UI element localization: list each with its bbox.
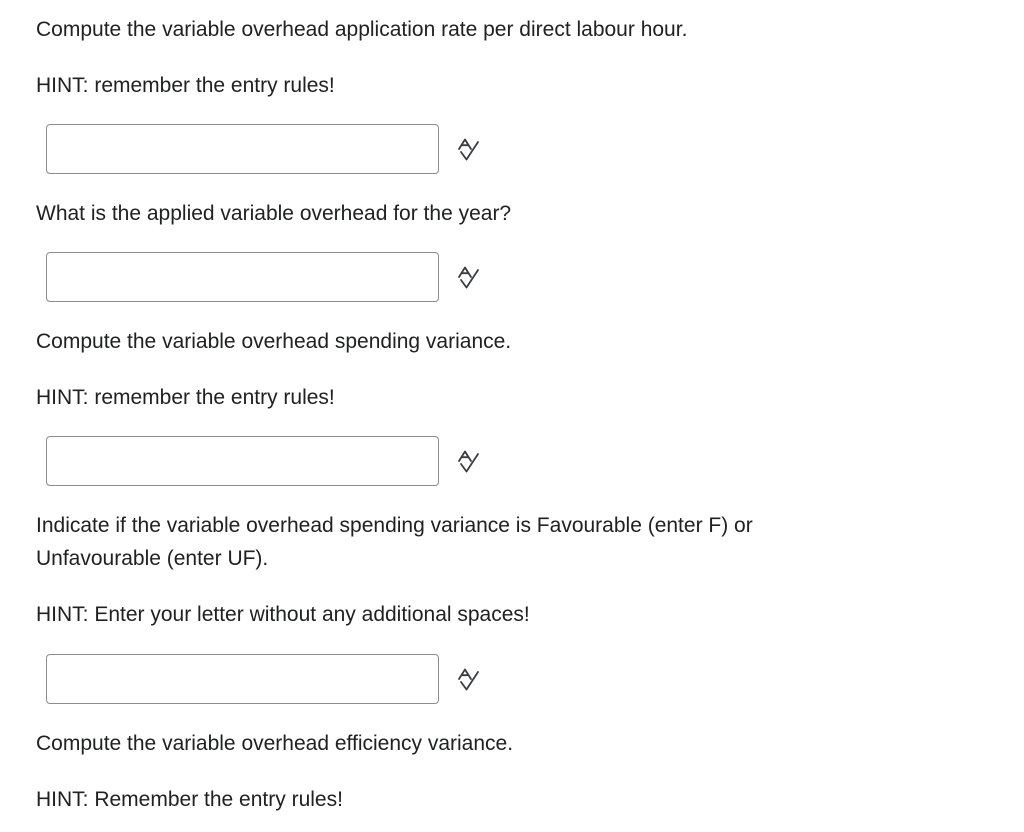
question-1-hint: HINT: remember the entry rules! bbox=[36, 74, 335, 97]
spellcheck-icon[interactable] bbox=[456, 138, 482, 162]
question-4-hint: HINT: Enter your letter without any additional spaces! bbox=[36, 603, 530, 626]
answer-input-3[interactable] bbox=[46, 436, 439, 486]
spellcheck-icon[interactable] bbox=[456, 450, 482, 474]
question-2-text: What is the applied variable overhead for the year? bbox=[36, 202, 512, 225]
spellcheck-icon[interactable] bbox=[456, 266, 482, 290]
question-5-text: Compute the variable overhead efficiency variance. bbox=[36, 732, 514, 755]
answer-input-4[interactable] bbox=[46, 654, 439, 704]
answer-row-2 bbox=[46, 252, 506, 302]
answer-input-2[interactable] bbox=[46, 252, 439, 302]
question-3-hint: HINT: remember the entry rules! bbox=[36, 386, 335, 409]
question-4-text-line-2: Unfavourable (enter UF). bbox=[36, 547, 269, 570]
question-4-text-line-1: Indicate if the variable overhead spending variance is Favourable (enter F) or bbox=[36, 514, 753, 537]
answer-input-1[interactable] bbox=[46, 124, 439, 174]
answer-row-3 bbox=[46, 436, 506, 486]
question-1-text: Compute the variable overhead application rate per direct labour hour. bbox=[36, 18, 688, 41]
question-3-text: Compute the variable overhead spending variance. bbox=[36, 330, 512, 353]
answer-row-1 bbox=[46, 124, 506, 174]
answer-row-4 bbox=[46, 654, 506, 704]
question-5-hint: HINT: Remember the entry rules! bbox=[36, 788, 343, 811]
spellcheck-icon[interactable] bbox=[456, 668, 482, 692]
